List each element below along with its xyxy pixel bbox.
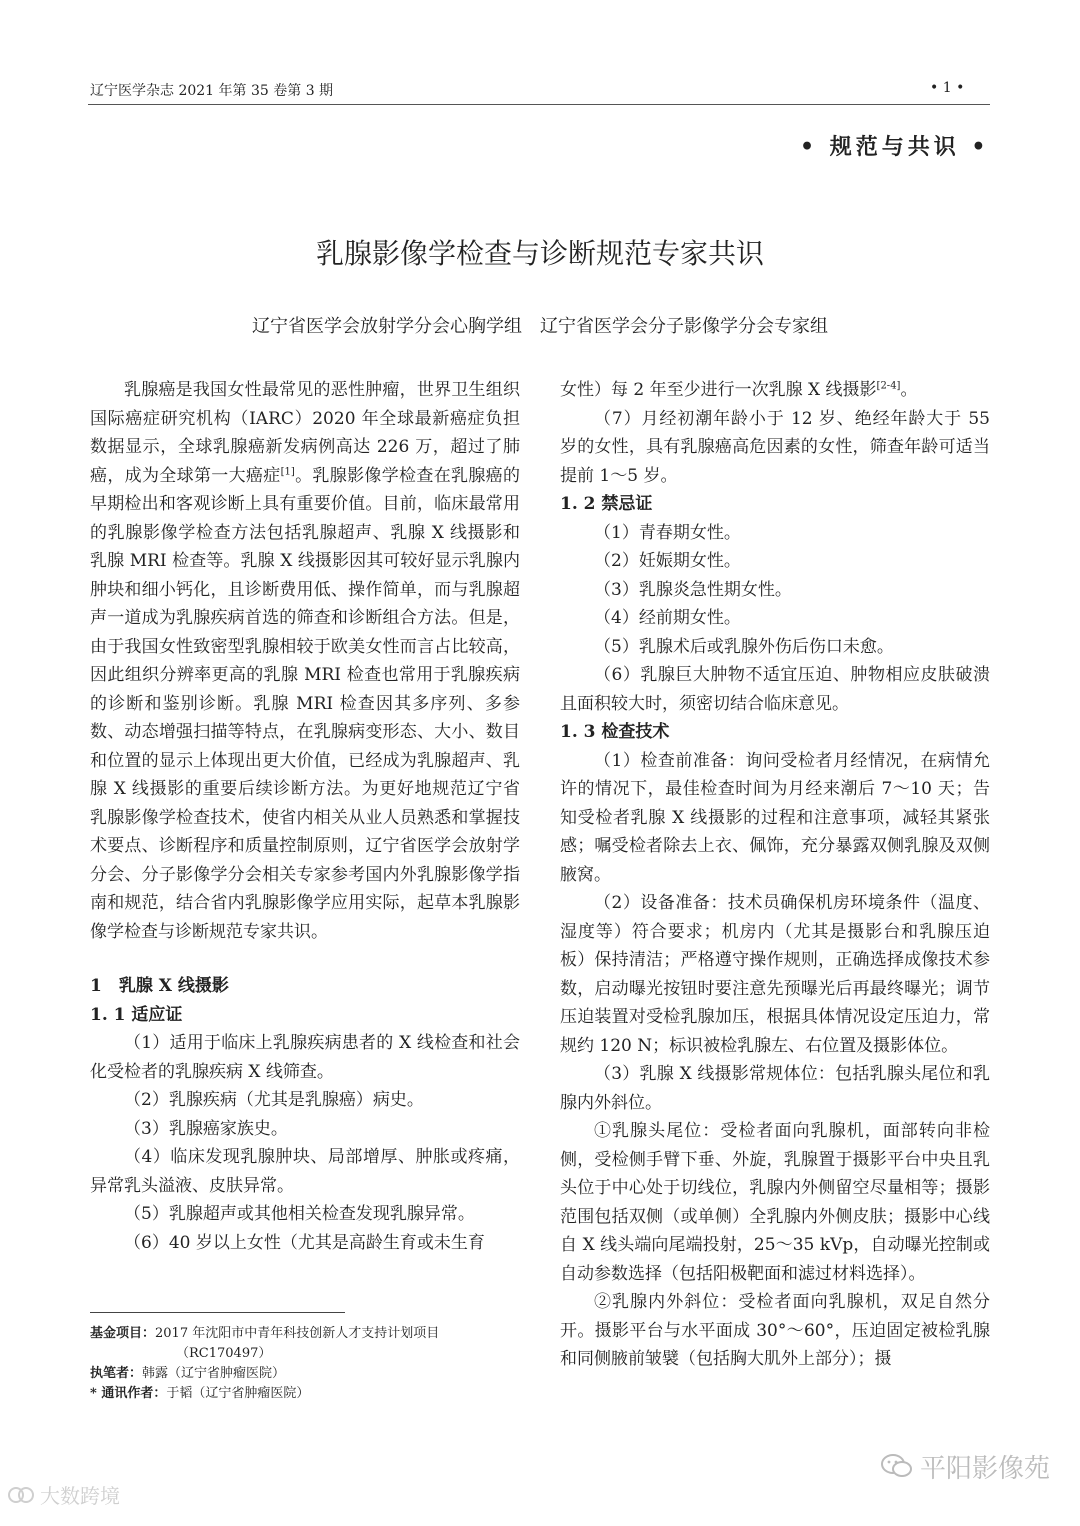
funding-note: 基金项目：2017 年沈阳市中青年科技创新人才支持计划项目 (90, 1326, 440, 1341)
watermark-logo-icon (8, 1484, 34, 1511)
list-item: （4）经前期女性。 (594, 608, 741, 628)
subsection-heading: 1. 3 检查技术 (560, 722, 670, 742)
list-item: （4）临床发现乳腺肿块、局部增厚、肿胀或疼痛，异常乳头溢液、皮肤异常。 (90, 1147, 520, 1196)
right-column (560, 376, 990, 1374)
list-item: （1）适用于临床上乳腺疾病患者的 X 线检查和社会化受检者的乳腺疾病 X 线筛查。 (90, 1033, 520, 1082)
list-item: （2）设备准备：技术员确保机房环境条件（温度、湿度等）符合要求；机房内（尤其是摄影台和乳腺压迫板）保持清洁；严格遵守操作规则，正确选择成像技术参数，启动曝光按钮时要注意先预曝光后再最终曝光；调节压迫装置对受检乳腺加压，根据具体情况设定压迫力，常规约 120 N；标识被检乳腺左、右位置及摄影体位。 (560, 893, 990, 1056)
footnotes (90, 1324, 530, 1404)
list-item: （2）妊娠期女性。 (594, 551, 741, 571)
list-item: （5）乳腺超声或其他相关检查发现乳腺异常。 (124, 1204, 475, 1224)
list-item: ①乳腺头尾位：受检者面向乳腺机，面部转向非检侧，受检侧手臂下垂、外旋，乳腺置于摄影平台中央且乳头位于中心处于切线位，乳腺内外侧留空尽量相等；摄影范围包括双侧（或单侧）全乳腺内外侧皮肤；摄影中心线自 X 线头端向尾端投射，25～35 kVp，自动曝光控制或自动参数选择（包括阳极靶面和滤过材料选择）。 (560, 1121, 990, 1284)
list-item: （3）乳腺癌家族史。 (124, 1118, 288, 1139)
subsection-heading: 1. 2 禁忌证 (560, 494, 653, 514)
list-item: （3）乳腺 X 线摄影常规体位：包括乳腺头尾位和乳腺内外斜位。 (560, 1064, 990, 1113)
section-label: • 规范与共识 • (800, 134, 990, 160)
citation: [1] (280, 465, 295, 477)
citation: [2-4] (876, 380, 901, 392)
intro-paragraph: 乳腺癌是我国女性最常见的恶性肿瘤，世界卫生组织国际癌症研究机构（IARC）2020 年全球最新癌症负担数据显示，全球乳腺癌新发病例高达 226 万，超过了肺癌，成为全球第一大癌症[1]。乳腺影像学检查在乳腺癌的早期检出和客观诊断上具有重要价值。目前，临床最常用的乳腺影像学检查方法包括乳腺超声、乳腺 X 线摄影和乳腺 MRI 检查等。乳腺 X 线摄影因其可较好显示乳腺内肿块和细小钙化，且诊断费用低、操作简单，而与乳腺超声一道成为乳腺疾病首选的筛查和诊断组合方法。但是，由于我国女性致密型乳腺相较于欧美女性而言占比较高，因此组织分辨率更高的乳腺 MRI 检查也常用于乳腺疾病的诊断和鉴别诊断。乳腺 MRI 检查因其多序列、多参数、动态增强扫描等特点，在乳腺病变形态、大小、数目和位置的显示上体现出更大价值，已经成为乳腺超声、乳腺 X 线摄影的重要后续诊断方法。为更好地规范辽宁省乳腺影像学检查技术，使省内相关从业人员熟悉和掌握技术要点、诊断程序和质量控制原则，辽宁省医学会放射学分会、分子影像学分会相关专家参考国内外乳腺影像学指南和规范，结合省内乳腺影像学应用实际，起草本乳腺影像学检查与诊断规范专家共识。 (90, 380, 521, 942)
list-item: （1）青春期女性。 (594, 522, 741, 543)
list-item: ②乳腺内外斜位：受检者面向乳腺机，双足自然分开。摄影平台与水平面成 30°～60°，压迫固定被检乳腺和同侧腋前皱襞（包括胸大肌外上部分）；摄 (560, 1292, 990, 1369)
funding-code: （RC170497） (176, 1346, 272, 1361)
left-column (90, 376, 520, 1257)
footnote-rule (90, 1312, 345, 1313)
list-item: （7）月经初潮年龄小于 12 岁、绝经年龄大于 55 岁的女性，具有乳腺癌高危因素的女性，筛查年龄可适当提前 1～5 岁。 (560, 408, 990, 486)
list-item: （5）乳腺术后或乳腺外伤后伤口未愈。 (594, 636, 894, 657)
list-item: （6）40 岁以上女性（尤其是高龄生育或未生育 (124, 1232, 485, 1253)
list-item: （1）检查前准备：询问受检者月经情况，在病情允许的情况下，最佳检查时间为月经来潮后 7～10 天；告知受检者乳腺 X 线摄影的过程和注意事项，减轻其紧张感；嘱受检者除去上衣、佩饰，充分暴露双侧乳腺及双侧腋窝。 (560, 750, 990, 885)
section-heading: 1 乳腺 X 线摄影 (90, 976, 229, 996)
corresponding-author-note: * 通讯作者：于韬（辽宁省肿瘤医院） (90, 1386, 310, 1401)
list-item: （2）乳腺疾病（尤其是乳腺癌）病史。 (124, 1090, 424, 1110)
article-authors: 辽宁省医学会放射学分会心胸学组 辽宁省医学会分子影像学分会专家组 (252, 316, 828, 337)
watermark-right: 平阳影像苑 (880, 1448, 1050, 1487)
continued-paragraph: 女性）每 2 年至少进行一次乳腺 X 线摄影[2-4]。 (560, 380, 918, 400)
writer-note: 执笔者：韩露（辽宁省肿瘤医院） (90, 1366, 286, 1381)
list-item: （6）乳腺巨大肿物不适宜压迫、肿物相应皮肤破溃且面积较大时，须密切结合临床意见。 (560, 665, 990, 714)
watermark-left: 大数跨境 (8, 1480, 120, 1511)
wechat-icon (880, 1452, 914, 1487)
article-title: 乳腺影像学检查与诊断规范专家共识 (315, 237, 764, 270)
page-number: • 1 • (930, 80, 965, 96)
list-item: （3）乳腺炎急性期女性。 (594, 579, 792, 600)
subsection-heading: 1. 1 适应证 (90, 1004, 183, 1025)
header-rule (88, 104, 990, 105)
journal-header: 辽宁医学杂志 2021 年第 35 卷第 3 期 (90, 83, 334, 99)
